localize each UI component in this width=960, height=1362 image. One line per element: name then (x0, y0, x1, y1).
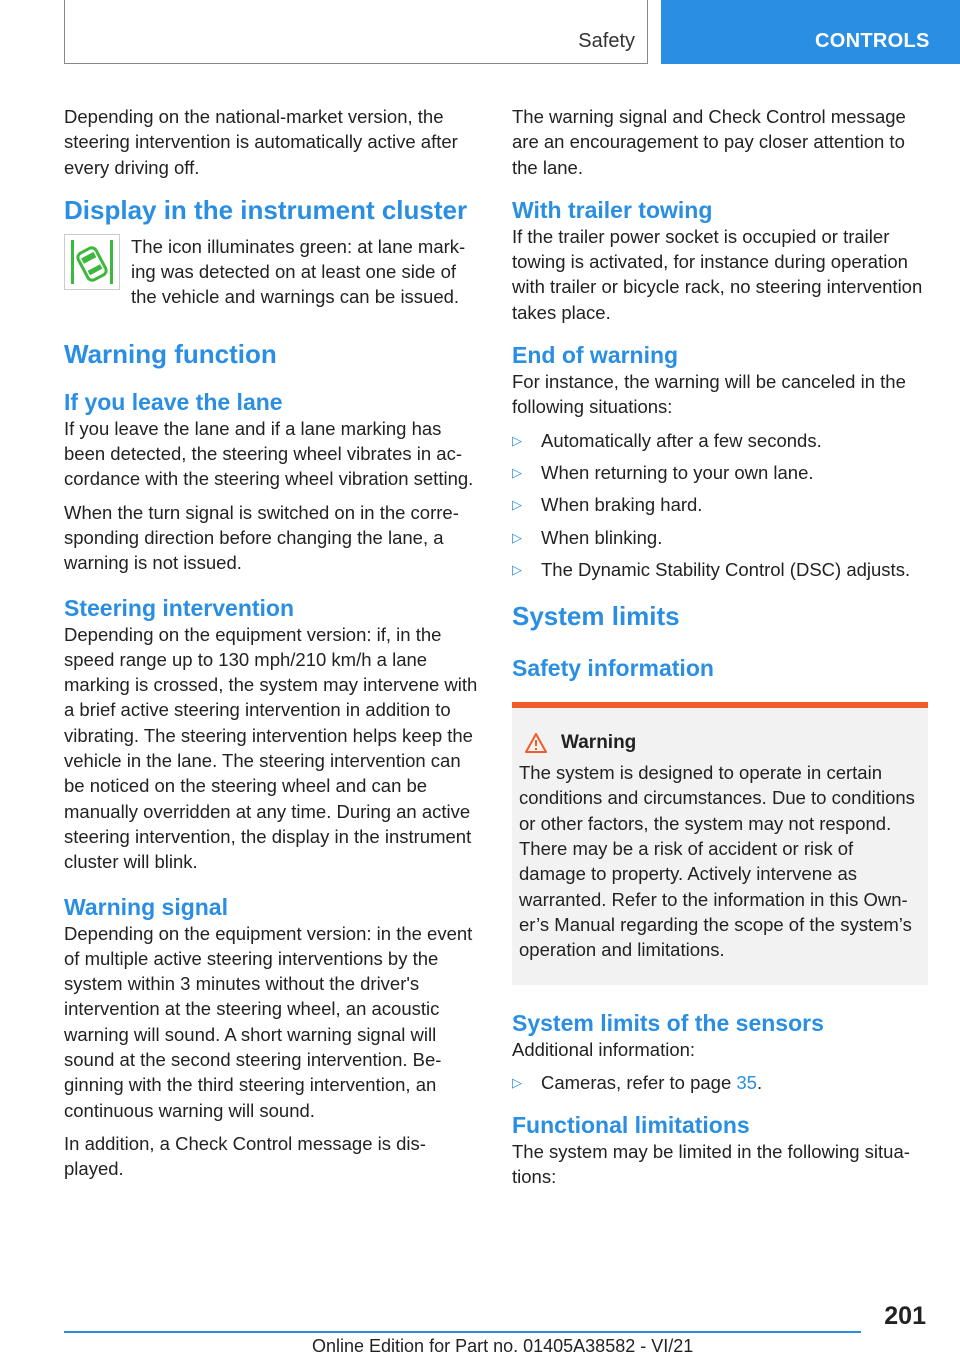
warning-title: Warning (561, 732, 637, 754)
warning-box (512, 702, 928, 984)
header-chapter-tab[interactable]: CONTROLS (661, 0, 960, 64)
heading-steering-intervention: Steering intervention (64, 594, 295, 621)
footer-edition: Online Edition for Part no. 01405A38582 - VI/21 (312, 1336, 694, 1356)
leave-lane-paragraph-1: If you leave the lane and if a lane marking has been detected, the steering wheel vibrates in accordance with the steering wheel vibration setting. (64, 417, 474, 490)
list-item: ▷ When returning to your own lane. (512, 460, 928, 485)
list-item: ▷ Cameras, refer to page 35. (512, 1070, 928, 1095)
functional-paragraph: The system may be limited in the following situations: (512, 1141, 910, 1188)
display-description: The icon illuminates green: at lane marking was detected on at least one side of the vehicle and warnings can be issued. (131, 235, 466, 308)
signal-paragraph-2: In addition, a Check Control message is displayed. (64, 1132, 426, 1180)
sensors-list (512, 1070, 928, 1095)
heading-safety-information: Safety information (512, 655, 714, 682)
leave-lane-paragraph-2: When the turn signal is switched on in the corresponding direction before changing the lane, a warning is not issued. (64, 501, 459, 574)
heading-end-of-warning: End of warning (512, 342, 679, 369)
left-column (64, 104, 478, 1190)
heading-trailer-towing: With trailer towing (512, 196, 713, 223)
triangle-bullet-icon: ▷ (512, 529, 522, 545)
triangle-bullet-icon: ▷ (512, 1074, 522, 1090)
heading-functional-limitations: Functional limitations (512, 1112, 750, 1139)
trailer-paragraph: If the trailer power socket is occupied or trailer towing is activated, for instance during operation with trailer or bicycle rack, no steering intervention takes place. (512, 225, 923, 323)
heading-warning-function: Warning function (64, 338, 277, 369)
heading-display: Display in the instrument cluster (64, 194, 468, 225)
warning-text: The system is designed to operate in certain conditions and circumstances. Due to conditions or other factors, the system may not respond. There may be a risk of accident or risk of damage to property. Actively intervene as warranted. Refer to the information in this Owner’s Manual regarding the scope of the system’s operation and limitations. (519, 762, 915, 961)
intro-paragraph: Depending on the national-market version, the steering intervention is automatically active after every driving off. (64, 106, 458, 178)
triangle-bullet-icon: ▷ (512, 432, 522, 448)
triangle-bullet-icon: ▷ (512, 561, 522, 577)
list-item: ▷ When blinking. (512, 525, 928, 550)
end-paragraph: For instance, the warning will be canceled in the following situations: (512, 371, 906, 418)
lane-departure-icon (64, 234, 120, 290)
triangle-bullet-icon: ▷ (512, 464, 522, 480)
header-frame (64, 0, 648, 64)
heading-leave-lane: If you leave the lane (64, 388, 283, 415)
warning-title-row (519, 732, 920, 754)
list-item: ▷ When braking hard. (512, 492, 928, 517)
triangle-bullet-icon: ▷ (512, 497, 522, 513)
list-item: ▷ Automatically after a few seconds. (512, 428, 928, 453)
header-section-title: Safety (578, 30, 635, 52)
heading-warning-signal: Warning signal (64, 893, 228, 920)
end-of-warning-list (512, 428, 928, 582)
right-intro-paragraph: The warning signal and Check Control message are an encouragement to pay closer attention to the lane. (512, 106, 906, 178)
signal-paragraph-1: Depending on the equipment version: in the event of multiple active steering interventions by the system within 3 minutes without the driver's intervention at the steering wheel, an acoustic warning will sound. A short warning signal will sound at the second steering intervention. Beginning with the third steering intervention, an continuous warning will sound. (64, 922, 473, 1121)
heading-system-limits: System limits (512, 601, 680, 632)
display-icon-row (64, 234, 478, 310)
heading-sensor-limits: System limits of the sensors (512, 1009, 824, 1036)
list-item: ▷ The Dynamic Stability Control (DSC) adjusts. (512, 557, 928, 582)
steering-paragraph: Depending on the equipment version: if, in the speed range up to 130 mph/210 km/h a lane marking is crossed, the system may intervene with a brief active steering intervention in addition to vibrating. The steering intervention helps keep the vehicle in the lane. The steering intervention can be noticed on the steering wheel and can be manually overridden at any time. During an active steering intervention, the display in the instrument cluster will blink. (64, 623, 478, 873)
page-link-35[interactable]: 35 (736, 1071, 757, 1093)
sensors-paragraph: Additional information: (512, 1038, 696, 1060)
warning-triangle-icon (525, 733, 547, 753)
page-number: 201 (884, 1302, 926, 1330)
footer-divider (64, 1331, 861, 1333)
right-column (512, 104, 928, 1198)
